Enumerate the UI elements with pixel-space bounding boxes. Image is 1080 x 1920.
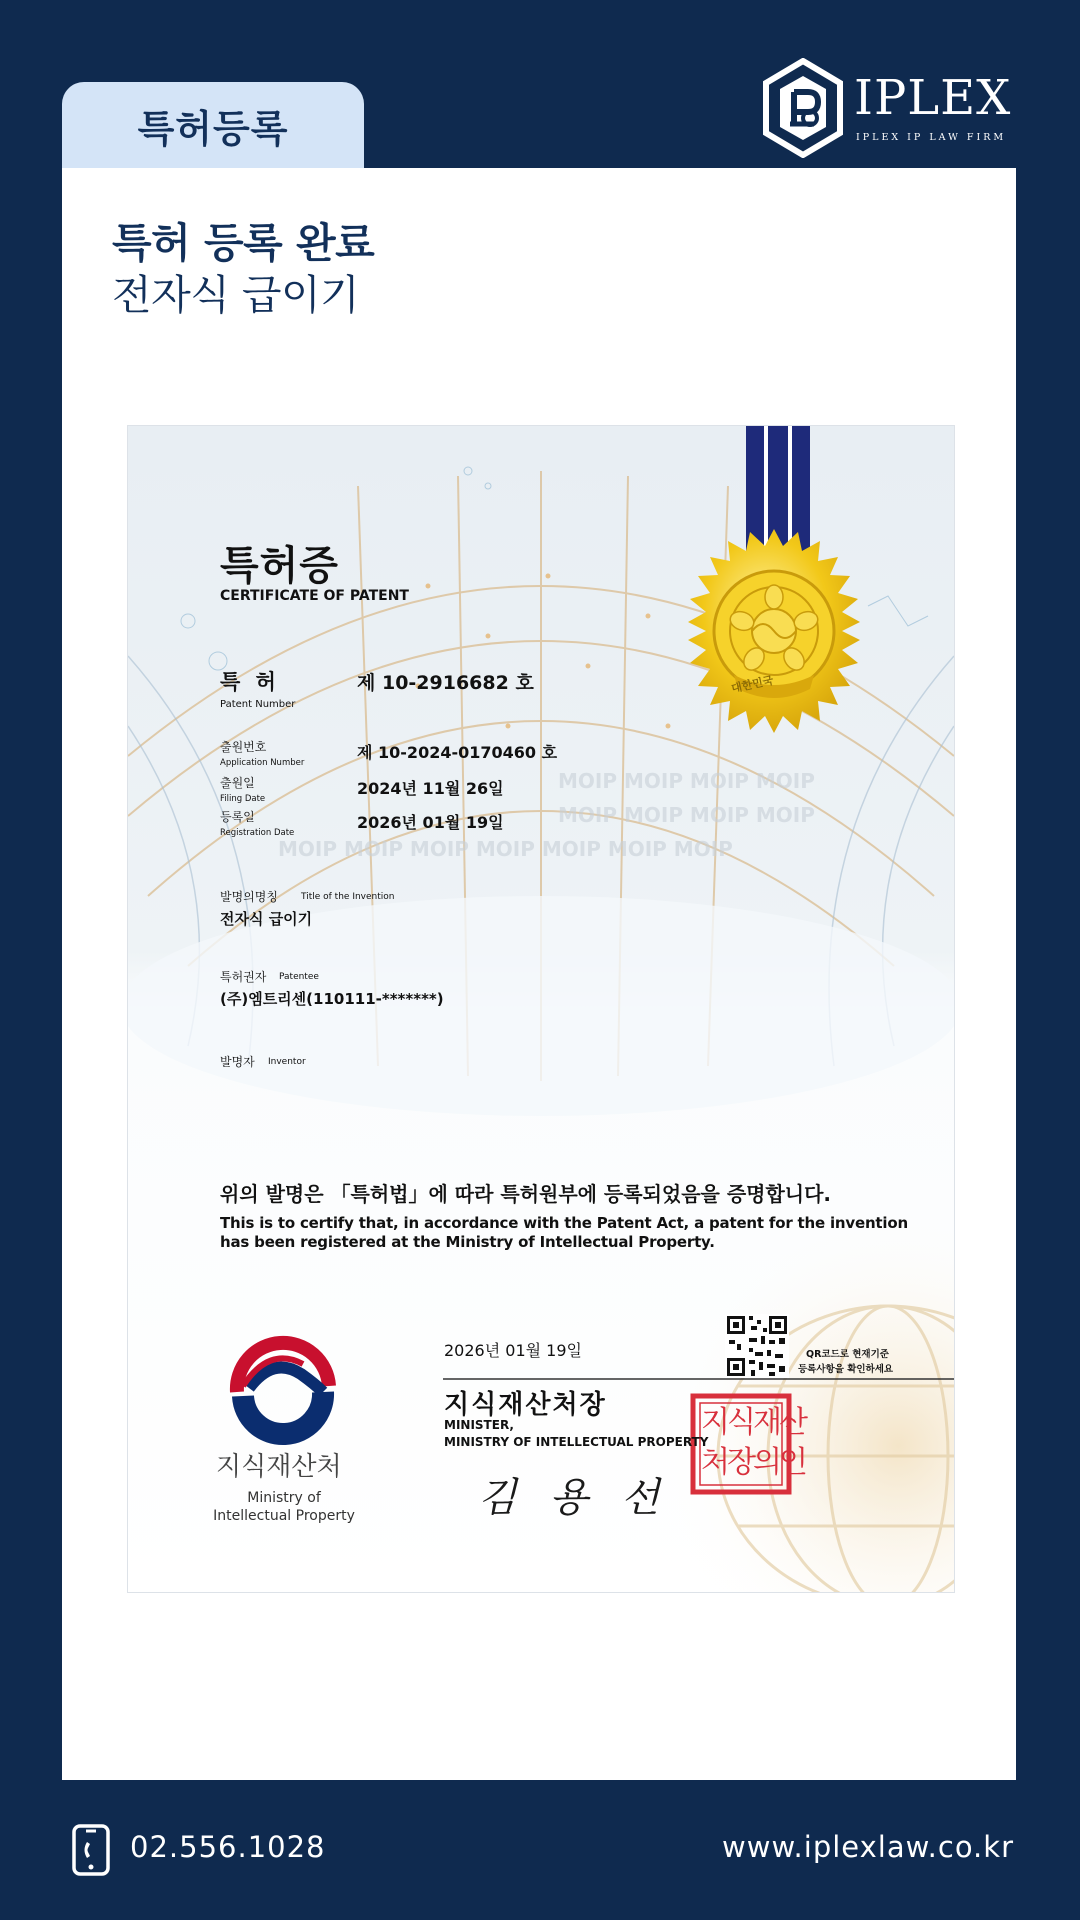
filing-date-label: 출원일: [220, 776, 255, 790]
certificate-title-en: CERTIFICATE OF PATENT: [220, 588, 409, 604]
category-tab: [62, 82, 364, 168]
application-label-en: Application Number: [220, 758, 305, 768]
signer-title-en-line1: MINISTER,: [444, 1418, 514, 1432]
patentee-label-en: Patentee: [279, 972, 319, 982]
signer-title-ko: 지식재산처장: [444, 1390, 607, 1420]
logo-wordmark: IPLEX: [854, 70, 1012, 126]
statement-en-line1: This is to certify that, in accordance with the Patent Act, a patent for the invention: [220, 1214, 908, 1232]
page-subtitle: 전자식 급이기: [112, 271, 360, 319]
qr-note-line2: 등록사항을 확인하세요: [798, 1364, 894, 1375]
patent-number-label-en: Patent Number: [220, 699, 296, 710]
iplex-hexagon-logo-icon: [762, 58, 844, 158]
application-label: 출원번호: [220, 740, 267, 754]
filing-date-value: 2024년 11월 26일: [357, 779, 504, 798]
seal-text-line2: 처장의인: [701, 1445, 805, 1480]
ministry-name-ko: 지식재산처: [216, 1452, 342, 1482]
ministry-name-en-line1: Ministry of: [247, 1490, 321, 1506]
statement-ko: 위의 발명은 「특허법」에 따라 특허원부에 등록되었음을 증명합니다.: [220, 1182, 832, 1206]
seal-text-line1: 지식재산: [701, 1405, 805, 1440]
patentee-label: 특허권자: [220, 970, 267, 984]
registration-date-value: 2026년 01월 19일: [357, 813, 504, 832]
ministry-name-en-line2: Intellectual Property: [213, 1508, 355, 1524]
gold-medal: [688, 529, 860, 733]
qr-code: [725, 1314, 789, 1378]
content-card: [62, 168, 1016, 1780]
inventor-label-en: Inventor: [268, 1057, 306, 1067]
category-tab-label: 특허등록: [137, 106, 289, 151]
application-number-value: 제 10-2024-0170460 호: [357, 743, 558, 762]
patent-certificate-image: [127, 425, 955, 1593]
footer-phone-number[interactable]: 02.556.1028: [130, 1830, 326, 1864]
inventor-label: 발명자: [220, 1055, 255, 1069]
svg-text:MOIP MOIP MOIP MOIP: MOIP MOIP MOIP MOIP: [558, 803, 815, 827]
statement-en-line2: has been registered at the Ministry of Intellectual Property.: [220, 1233, 715, 1251]
page-title: 특허 등록 완료: [112, 219, 375, 267]
patentee-value: (주)엠트리센(110111-*******): [220, 990, 444, 1008]
signature: 김 용 선: [478, 1475, 670, 1521]
patent-number-label: 특 허: [220, 670, 280, 694]
registration-date-label-en: Registration Date: [220, 828, 295, 838]
footer-website-link[interactable]: www.iplexlaw.co.kr: [722, 1830, 1014, 1864]
medal-text: 대한민국: [730, 673, 775, 696]
filing-date-label-en: Filing Date: [220, 794, 266, 804]
invention-title-value: 전자식 급이기: [220, 910, 313, 928]
watermark-text: MOIP MOIP MOIP MOIP: [558, 769, 815, 793]
registration-date-label: 등록일: [220, 810, 255, 824]
invention-title-label-en: Title of the Invention: [301, 892, 395, 902]
iplex-logo[interactable]: [762, 58, 1012, 162]
phone-icon: [72, 1824, 110, 1876]
qr-note-line1: QR코드로 현재기준: [806, 1349, 889, 1360]
patent-number-value: 제 10-2916682 호: [357, 672, 534, 694]
signer-title-en-line2: MINISTRY OF INTELLECTUAL PROPERTY: [444, 1435, 709, 1449]
logo-tagline: IPLEX IP LAW FIRM: [856, 132, 1007, 143]
heading-block: [112, 218, 374, 322]
svg-text:MOIP MOIP MOIP MOIP MOIP: MOIP MOIP MOIP MOIP MOIP MOIP MOIP: [278, 837, 733, 861]
issue-date: 2026년 01월 19일: [444, 1341, 582, 1360]
invention-title-label: 발명의명칭: [220, 890, 278, 904]
certificate-title-ko: 특허증: [220, 543, 339, 589]
